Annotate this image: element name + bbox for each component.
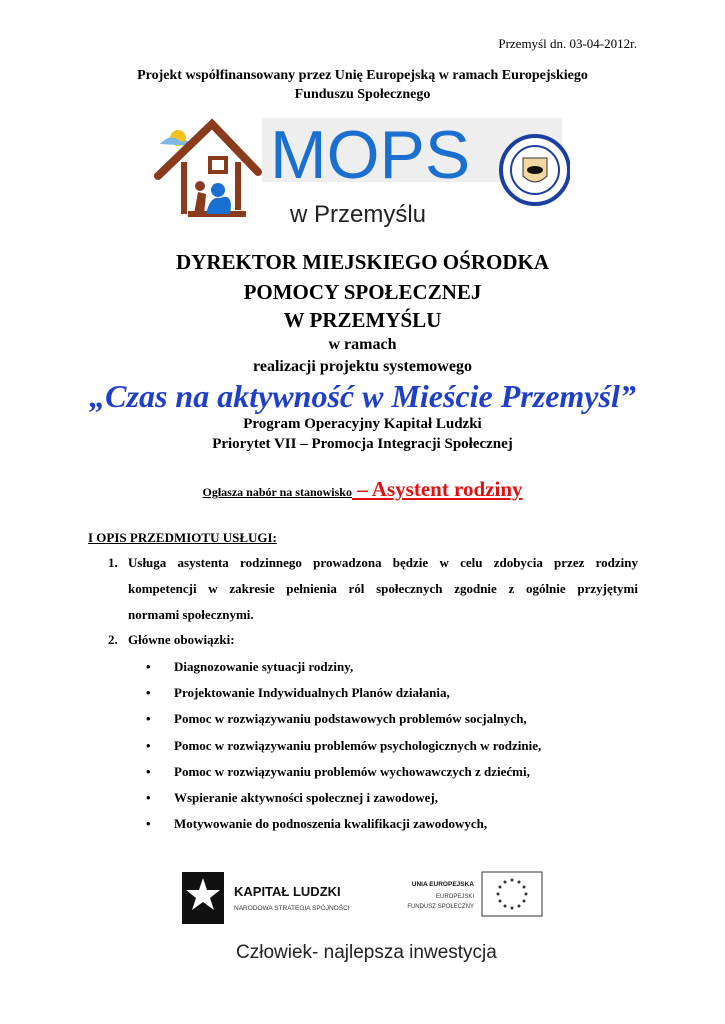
city-seal-icon	[501, 136, 569, 204]
offer-position: – Asystent rodziny	[351, 477, 523, 501]
eu-line-2: EUROPEJSKI	[435, 894, 474, 900]
duty-text: Projektowanie Indywidualnych Planów działania,	[174, 685, 450, 700]
item-line: kompetencji w zakresie pełnienia ról społecznych zgodnie z ogólnie przyjętymi	[128, 581, 638, 596]
offer-prefix: Ogłasza nabór na stanowisko	[202, 485, 352, 499]
program-line-2: Priorytet VII – Promocja Integracji Społecznej	[212, 436, 513, 452]
duty-text: Wspieranie aktywności społecznej i zawodowej,	[174, 790, 438, 805]
bullet: •	[146, 711, 151, 726]
duty-text: Pomoc w rozwiązywaniu problemów psychologicznych w rodzinie,	[174, 738, 542, 753]
slogan: Człowiek- najlepsza inwestycja	[236, 942, 497, 963]
kapital-ludzki-logo-icon	[182, 872, 224, 924]
section-title: I OPIS PRZEDMIOTU USŁUGI:	[88, 530, 277, 545]
kl-title: KAPITAŁ LUDZKI	[234, 884, 341, 899]
duty-text: Pomoc w rozwiązywaniu problemów wychowawczych z dziećmi,	[174, 764, 530, 779]
mops-logo-text: MOPS	[270, 118, 471, 193]
footer-logos	[170, 870, 570, 970]
cofunding-line-2: Funduszu Społecznego	[294, 87, 431, 102]
mops-logo	[150, 118, 570, 230]
item-line: normami społecznymi.	[128, 607, 254, 622]
program-line-1: Program Operacyjny Kapitał Ludzki	[243, 416, 482, 432]
job-offer	[0, 477, 725, 502]
bullet: •	[146, 790, 151, 805]
item-line: Usługa asystenta rodzinnego prowadzona będzie w celu zdobycia przez rodziny	[128, 555, 638, 570]
duty-text: Motywowanie do podnoszenia kwalifikacji zawodowych,	[174, 816, 488, 831]
kl-subtitle: NARODOWA STRATEGIA SPÓJNOŚCI	[234, 905, 350, 912]
bullet: •	[146, 816, 151, 831]
item-number: 2.	[108, 632, 118, 647]
eu-flag-icon	[482, 872, 542, 916]
bullet: •	[146, 659, 151, 674]
bullet: •	[146, 764, 151, 779]
item-line: Główne obowiązki:	[128, 632, 235, 647]
heading-line-4: w ramach	[328, 336, 397, 353]
document-date: Przemyśl dn. 03-04-2012r.	[498, 36, 637, 51]
bullet: •	[146, 738, 151, 753]
heading-line-5: realizacji projektu systemowego	[253, 358, 472, 375]
heading-line-3: W PRZEMYŚLU	[283, 308, 442, 332]
cofunding-statement	[0, 66, 725, 104]
mops-logo-subtitle: w Przemyślu	[290, 201, 427, 228]
heading-line-1: DYREKTOR MIEJSKIEGO OŚRODKA	[175, 250, 549, 274]
bullet: •	[146, 685, 151, 700]
heading-line-2: POMOCY SPOŁECZNEJ	[243, 280, 482, 304]
eu-line-3: FUNDUSZ SPOŁECZNY	[407, 904, 474, 910]
duty-text: Pomoc w rozwiązywaniu podstawowych problemów socjalnych,	[174, 711, 527, 726]
duty-text: Diagnozowanie sytuacji rodziny,	[174, 659, 354, 674]
cofunding-line-1: Projekt współfinansowany przez Unię Europejską w ramach Europejskiego	[137, 68, 588, 83]
item-number: 1.	[108, 555, 118, 570]
project-title: „Czas na aktywność w Mieście Przemyśl”	[89, 378, 636, 414]
eu-title: UNIA EUROPEJSKA	[411, 881, 474, 888]
